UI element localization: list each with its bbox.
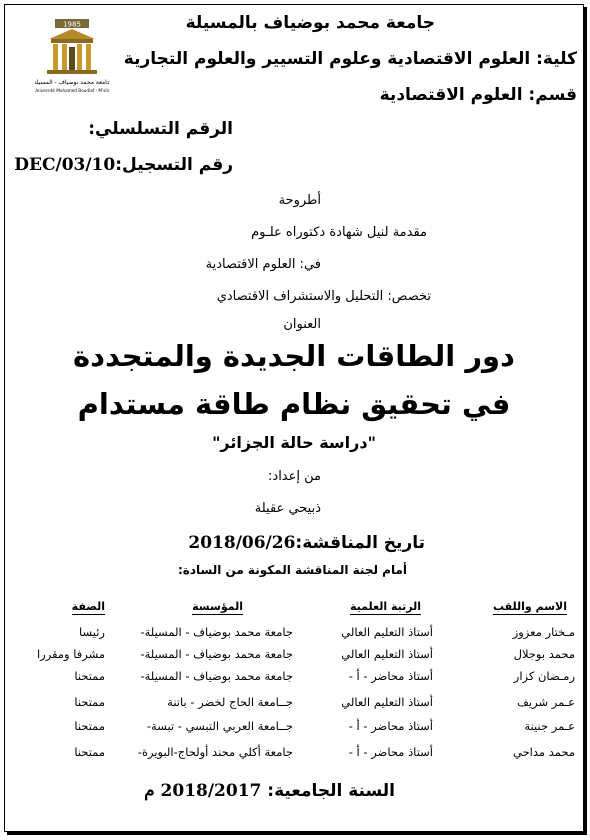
department-name: قسم: العلوم الاقتصادية [379,85,577,105]
member-name: عـمر جنينة [524,719,575,733]
thesis-specialty: تخصص: التحليل والاستشراف الاقتصادي [216,289,431,304]
logo-pillar [62,44,67,70]
case-study: "دراسة حالة الجزائر" [212,433,376,452]
member-rank: أستاذ محاضر - أ - [348,745,433,759]
title-label: العنوان [283,317,321,332]
prepared-by-label: من إعداد: [268,469,321,484]
member-institution: جامعة محمد بوضياف - المسيلة- [140,669,293,683]
faculty-name: كلية: العلوم الاقتصادية وعلوم التسيير والعلوم التجارية [123,49,577,69]
member-name: رمـضان كزار [513,669,575,683]
logo-beam [51,39,93,43]
member-institution: جــامعة العربي التبسي - تبسة- [146,719,293,733]
logo-pillar [53,44,58,70]
thesis-field: في: العلوم الاقتصادية [205,257,321,272]
member-rank: أستاذ محاضر - أ - [348,719,433,733]
logo-pillar [77,44,82,70]
defense-date-value: 2018/06/26 [188,533,296,553]
member-name: عـمر شريف [517,695,575,709]
logo-roof [49,29,95,39]
member-rank: أستاذ محاضر - أ - [348,669,433,683]
member-institution: جامعة محمد بوضياف - المسيلة- [140,625,293,639]
member-role: رئيسا [79,625,105,639]
logo-caption-en: Université Mohamed Boudiaf - M'sila [35,88,109,93]
logo-base [47,70,97,74]
logo-caption-ar: جامعة محمد بوضياف - المسيلة [35,79,109,86]
thesis-title-line2: في تحقيق نظام طاقة مستدام [77,387,511,421]
member-role: ممتحنا [74,719,105,733]
page-frame [4,4,584,832]
logo-pillar [86,44,91,70]
member-name: محمد بوجلال [513,647,575,661]
academic-year [144,781,395,801]
member-institution: جامعة محمد بوضياف - المسيلة- [140,647,293,661]
thesis-type: أطروحة [278,193,321,208]
university-name: جامعة محمد بوضياف بالمسيلة [185,13,435,33]
registration-number [14,155,233,175]
logo-door [69,47,75,70]
thesis-title-line1: دور الطاقات الجديدة والمتجددة [73,339,515,373]
registration-label: رقم التسجيل: [115,155,233,175]
member-name: مـختار معزوز [512,625,575,639]
member-role: ممتحنا [74,695,105,709]
member-institution: جــامعة الحاج لخضر - باتنة [167,695,293,709]
member-role: ممتحنا [74,669,105,683]
member-institution: جامعة أكلي محند أولحاج-البويرة- [137,745,293,759]
member-role: مشرفا ومقررا [36,647,105,661]
member-rank: أستاذ التعليم العالي [341,625,433,639]
logo-year: 1985 [63,20,81,29]
defense-date [188,533,425,553]
university-logo [35,17,109,95]
committee-header-rank: الرتبة العلمية [349,600,421,613]
thesis-purpose: مقدمة لنيل شهادة دكتوراه علـوم [251,225,427,240]
committee-intro: أمام لجنة المناقشة المكونة من السادة: [177,563,407,577]
member-name: محمد مداحي [512,745,575,759]
committee-header-name: الاسم واللقب [492,600,567,613]
registration-value: DEC/03/10 [14,155,116,175]
serial-number-label: الرقم التسلسلي: [88,119,233,139]
academic-year-value: 2018/2017 م [144,781,262,801]
author-name: ذبيحي عقيلة [254,501,321,516]
committee-header-role: الصفة [71,600,105,613]
committee-header-institution: المؤسسة [192,600,243,613]
member-rank: أستاذ التعليم العالي [341,695,433,709]
member-rank: أستاذ التعليم العالي [341,647,433,661]
member-role: ممتحنا [74,745,105,759]
academic-year-label: السنة الجامعية: [267,781,395,801]
defense-date-label: تاريخ المناقشة: [295,533,425,553]
university-logo-icon [35,17,109,95]
